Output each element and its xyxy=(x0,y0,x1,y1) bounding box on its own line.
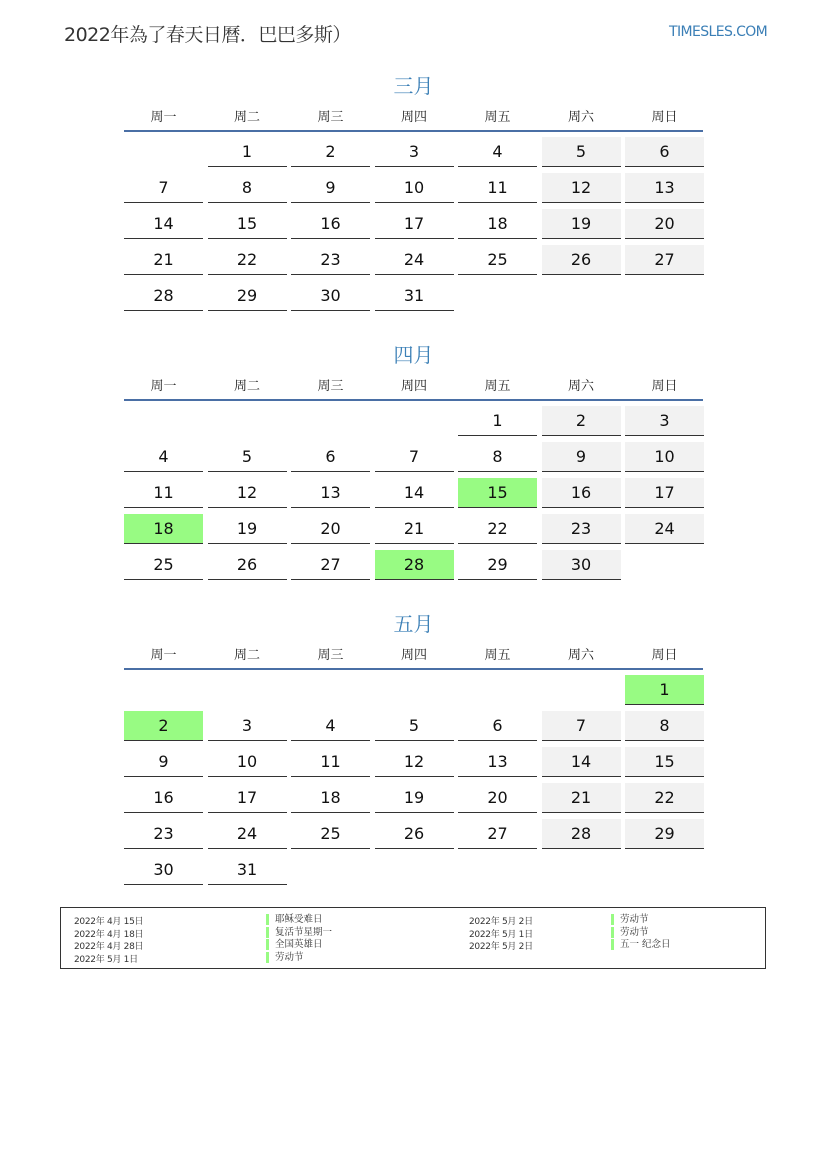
day-cell: 11 xyxy=(124,478,203,508)
day-cell: 27 xyxy=(291,550,370,580)
legend-date: 2022年 5月 1日 xyxy=(74,954,138,965)
weekday-label: 周一 xyxy=(150,110,177,125)
header-rule xyxy=(124,668,703,670)
holiday-day-cell: 15 xyxy=(458,478,537,508)
weekday-label: 周一 xyxy=(150,379,177,394)
day-cell: 20 xyxy=(625,209,704,239)
month-title: 四月 xyxy=(393,343,434,367)
day-cell: 9 xyxy=(291,173,370,203)
month-title: 五月 xyxy=(393,612,434,636)
holiday-day-cell: 28 xyxy=(375,550,454,580)
day-cell: 4 xyxy=(458,137,537,167)
day-cell: 4 xyxy=(124,442,203,472)
day-cell: 8 xyxy=(625,711,704,741)
day-cell: 19 xyxy=(375,783,454,813)
day-cell: 27 xyxy=(625,245,704,275)
day-cell: 19 xyxy=(542,209,621,239)
day-cell: 17 xyxy=(208,783,287,813)
weekday-label: 周五 xyxy=(484,110,511,125)
day-cell: 30 xyxy=(124,855,203,885)
day-cell: 24 xyxy=(208,819,287,849)
legend-holiday-name: 劳动节 xyxy=(266,952,304,963)
weekday-label: 周二 xyxy=(233,648,260,663)
day-cell: 25 xyxy=(291,819,370,849)
weekday-header-row xyxy=(124,644,703,666)
weekday-label: 周五 xyxy=(484,379,511,394)
weekday-label: 周日 xyxy=(651,379,678,394)
legend-holiday-name: 耶稣受难日 xyxy=(266,914,323,925)
day-cell: 3 xyxy=(625,406,704,436)
day-cell: 21 xyxy=(124,245,203,275)
day-cell: 15 xyxy=(625,747,704,777)
day-cell: 7 xyxy=(124,173,203,203)
day-cell: 6 xyxy=(458,711,537,741)
day-cell: 6 xyxy=(625,137,704,167)
legend-date: 2022年 5月 2日 xyxy=(469,917,533,927)
day-cell: 16 xyxy=(542,478,621,508)
day-cell: 31 xyxy=(375,281,454,311)
day-cell: 26 xyxy=(208,550,287,580)
legend-date: 2022年 4月 15日 xyxy=(74,917,144,927)
day-cell: 8 xyxy=(458,442,537,472)
weekday-label: 周日 xyxy=(651,110,678,125)
holiday-legend xyxy=(60,907,766,969)
day-cell: 25 xyxy=(124,550,203,580)
day-cell: 2 xyxy=(291,137,370,167)
day-cell: 13 xyxy=(458,747,537,777)
day-cell: 12 xyxy=(375,747,454,777)
day-cell: 12 xyxy=(542,173,621,203)
day-cell: 15 xyxy=(208,209,287,239)
day-cell: 19 xyxy=(208,514,287,544)
weekday-label: 周六 xyxy=(567,110,594,125)
weekday-label: 周五 xyxy=(484,648,511,663)
legend-holiday-name: 复活节星期一 xyxy=(266,927,332,938)
day-cell: 13 xyxy=(625,173,704,203)
day-cell: 21 xyxy=(375,514,454,544)
day-cell: 14 xyxy=(375,478,454,508)
day-cell: 25 xyxy=(458,245,537,275)
day-cell: 18 xyxy=(458,209,537,239)
legend-date: 2022年 4月 28日 xyxy=(74,942,144,952)
day-cell: 8 xyxy=(208,173,287,203)
header-rule xyxy=(124,399,703,401)
weekday-label: 周二 xyxy=(233,110,260,125)
day-cell: 16 xyxy=(124,783,203,813)
day-cell: 10 xyxy=(375,173,454,203)
holiday-day-cell: 1 xyxy=(625,675,704,705)
weekday-label: 周六 xyxy=(567,379,594,394)
day-cell: 9 xyxy=(542,442,621,472)
day-cell: 14 xyxy=(542,747,621,777)
day-cell: 3 xyxy=(208,711,287,741)
day-cell: 12 xyxy=(208,478,287,508)
holiday-day-cell: 2 xyxy=(124,711,203,741)
day-cell: 17 xyxy=(625,478,704,508)
day-cell: 29 xyxy=(625,819,704,849)
day-cell: 27 xyxy=(458,819,537,849)
legend-date: 2022年 5月 2日 xyxy=(469,942,533,952)
day-cell: 20 xyxy=(291,514,370,544)
day-cell: 24 xyxy=(625,514,704,544)
day-cell: 5 xyxy=(542,137,621,167)
day-cell: 28 xyxy=(542,819,621,849)
day-cell: 30 xyxy=(542,550,621,580)
day-cell: 3 xyxy=(375,137,454,167)
legend-holiday-name: 全国英雄日 xyxy=(266,939,323,950)
day-cell: 11 xyxy=(291,747,370,777)
day-cell: 6 xyxy=(291,442,370,472)
legend-date: 2022年 5月 1日 xyxy=(469,929,533,940)
weekday-header-row xyxy=(124,375,703,397)
day-cell: 1 xyxy=(208,137,287,167)
day-cell: 22 xyxy=(458,514,537,544)
weekday-label: 周四 xyxy=(400,110,427,125)
weekday-label: 周四 xyxy=(400,379,427,394)
day-cell: 26 xyxy=(542,245,621,275)
header-rule xyxy=(124,130,703,132)
weekday-label: 周三 xyxy=(317,648,344,663)
legend-holiday-name: 五一 纪念日 xyxy=(611,939,671,950)
day-cell: 23 xyxy=(291,245,370,275)
page-title: 2022年為了春天日曆．巴巴多斯） xyxy=(64,24,351,46)
day-cell: 10 xyxy=(208,747,287,777)
day-cell: 7 xyxy=(542,711,621,741)
weekday-header-row xyxy=(124,106,703,128)
legend-holiday-name: 劳动节 xyxy=(611,927,649,938)
day-cell: 18 xyxy=(291,783,370,813)
day-cell: 29 xyxy=(458,550,537,580)
weekday-label: 周四 xyxy=(400,648,427,663)
day-cell: 4 xyxy=(291,711,370,741)
day-cell: 24 xyxy=(375,245,454,275)
day-cell: 1 xyxy=(458,406,537,436)
day-cell: 5 xyxy=(208,442,287,472)
weekday-label: 周一 xyxy=(150,648,177,663)
weekday-label: 周日 xyxy=(651,648,678,663)
legend-holiday-name: 劳动节 xyxy=(611,914,649,925)
weekday-label: 周二 xyxy=(233,379,260,394)
day-cell: 22 xyxy=(625,783,704,813)
weekday-label: 周三 xyxy=(317,110,344,125)
day-cell: 31 xyxy=(208,855,287,885)
day-cell: 9 xyxy=(124,747,203,777)
day-cell: 20 xyxy=(458,783,537,813)
day-cell: 17 xyxy=(375,209,454,239)
day-cell: 2 xyxy=(542,406,621,436)
legend-date: 2022年 4月 18日 xyxy=(74,929,144,940)
day-cell: 14 xyxy=(124,209,203,239)
day-cell: 30 xyxy=(291,281,370,311)
day-cell: 29 xyxy=(208,281,287,311)
day-cell: 16 xyxy=(291,209,370,239)
day-cell: 26 xyxy=(375,819,454,849)
day-cell: 7 xyxy=(375,442,454,472)
month-title: 三月 xyxy=(393,74,434,98)
day-cell: 11 xyxy=(458,173,537,203)
day-cell: 13 xyxy=(291,478,370,508)
day-cell: 5 xyxy=(375,711,454,741)
day-cell: 23 xyxy=(124,819,203,849)
day-cell: 28 xyxy=(124,281,203,311)
day-cell: 10 xyxy=(625,442,704,472)
day-cell: 23 xyxy=(542,514,621,544)
weekday-label: 周六 xyxy=(567,648,594,663)
day-cell: 21 xyxy=(542,783,621,813)
day-cell: 22 xyxy=(208,245,287,275)
site-logo-text[interactable]: TIMESLES.COM xyxy=(669,24,768,40)
holiday-day-cell: 18 xyxy=(124,514,203,544)
weekday-label: 周三 xyxy=(317,379,344,394)
